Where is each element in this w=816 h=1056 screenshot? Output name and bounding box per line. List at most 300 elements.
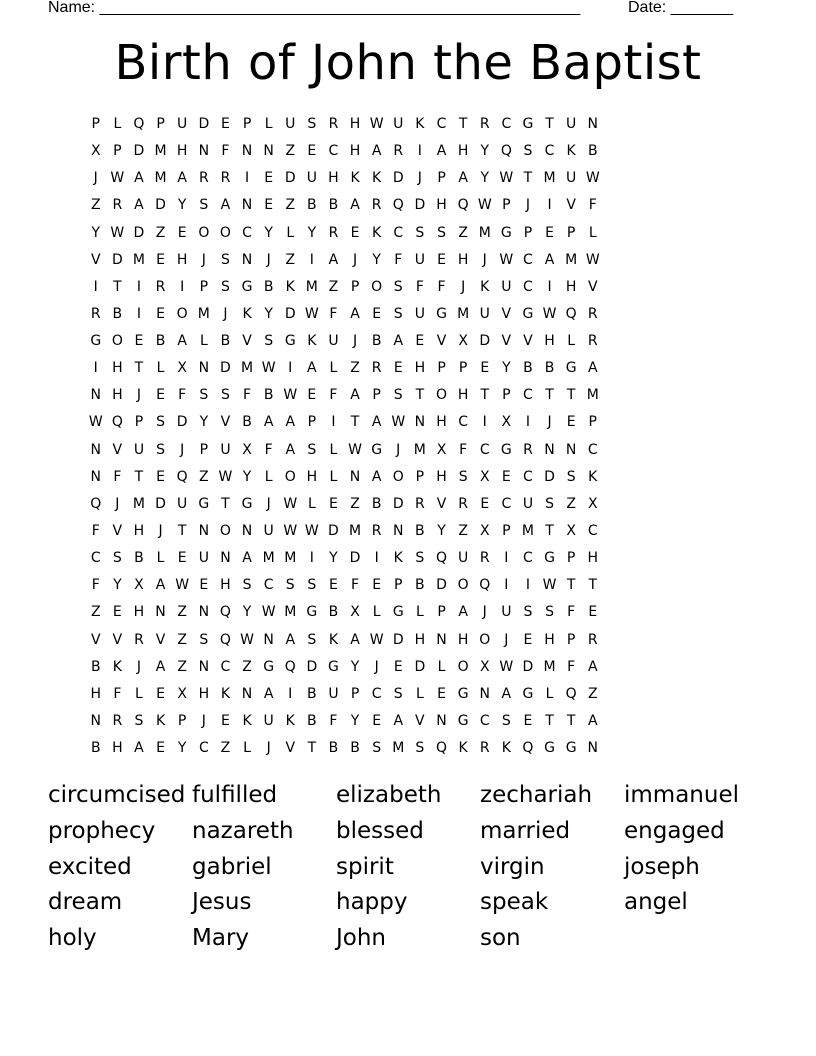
grid-letter: T: [566, 577, 576, 594]
grid-letter: H: [112, 740, 124, 756]
grid-letter: H: [306, 468, 318, 485]
grid-letter: Q: [565, 685, 578, 702]
word-bank-item: John: [336, 925, 387, 951]
grid-letter: Y: [264, 224, 274, 241]
grid-letter: B: [415, 523, 426, 539]
grid-letter: S: [112, 550, 123, 567]
grid-letter: N: [393, 523, 404, 539]
grid-letter: M: [305, 278, 319, 295]
grid-letter: B: [134, 550, 145, 567]
name-field-label: Name: ______________________________________________________: [48, 0, 581, 16]
grid-letter: F: [415, 278, 425, 295]
grid-letter: Y: [264, 305, 274, 322]
grid-letter: J: [223, 305, 228, 322]
grid-letter: N: [198, 143, 210, 160]
grid-letter: Q: [436, 550, 448, 567]
grid-letter: P: [177, 712, 187, 729]
grid-letter: L: [113, 116, 122, 132]
grid-letter: F: [351, 577, 360, 594]
date-field-label: Date: _______: [628, 0, 733, 16]
grid-letter: N: [198, 604, 210, 621]
grid-letter: R: [371, 523, 382, 539]
grid-letter: P: [566, 550, 576, 567]
grid-letter: W: [110, 224, 125, 241]
grid-letter: E: [156, 685, 166, 702]
grid-letter: H: [176, 143, 188, 160]
grid-letter: H: [436, 468, 448, 485]
grid-letter: V: [436, 495, 447, 512]
grid-letter: D: [133, 224, 145, 241]
grid-letter: S: [199, 387, 209, 404]
grid-letter: J: [93, 170, 99, 187]
grid-letter: P: [156, 116, 166, 132]
grid-letter: K: [307, 333, 317, 349]
grid-letter: P: [307, 414, 317, 431]
grid-letter: J: [352, 333, 358, 349]
grid-letter: W: [391, 414, 406, 431]
word-bank-item: dream: [48, 889, 123, 916]
grid-letter: D: [349, 550, 361, 567]
grid-letter: I: [547, 278, 553, 295]
grid-letter: W: [477, 197, 493, 214]
grid-letter: K: [242, 305, 253, 322]
grid-letter: H: [544, 631, 556, 648]
grid-letter: I: [482, 414, 488, 431]
grid-letter: S: [307, 441, 317, 458]
grid-letter: L: [199, 333, 209, 349]
word-bank-item: excited: [48, 853, 132, 880]
grid-letter: X: [90, 143, 102, 160]
grid-letter: T: [523, 170, 533, 187]
word-bank-item: holy: [48, 925, 97, 951]
grid-letter: A: [458, 604, 469, 621]
grid-letter: S: [523, 143, 533, 160]
grid-letter: A: [371, 414, 382, 431]
grid-letter: U: [522, 495, 534, 512]
grid-letter: Q: [111, 414, 124, 431]
grid-letter: O: [219, 523, 232, 539]
grid-letter: K: [588, 468, 598, 485]
grid-letter: F: [329, 387, 338, 404]
grid-letter: Q: [219, 631, 232, 648]
grid-letter: E: [393, 360, 404, 377]
grid-letter: W: [240, 631, 255, 648]
grid-letter: O: [457, 577, 470, 594]
grid-letter: G: [522, 116, 534, 132]
grid-letter: Z: [220, 740, 231, 756]
grid-letter: H: [133, 523, 145, 539]
grid-letter: L: [286, 224, 295, 241]
grid-letter: B: [371, 333, 382, 349]
grid-letter: E: [156, 468, 166, 485]
grid-letter: K: [112, 658, 123, 675]
grid-letter: B: [328, 604, 339, 621]
grid-letter: E: [393, 658, 404, 675]
grid-letter: C: [479, 712, 491, 729]
grid-letter: P: [415, 468, 425, 485]
grid-letter: W: [585, 170, 601, 187]
grid-letter: A: [371, 468, 382, 485]
grid-letter: N: [587, 740, 599, 756]
grid-letter: X: [501, 414, 512, 431]
grid-letter: I: [288, 360, 293, 377]
grid-letter: R: [220, 170, 231, 187]
grid-letter: S: [393, 685, 404, 702]
grid-letter: J: [417, 170, 423, 187]
grid-letter: A: [350, 197, 361, 214]
grid-letter: B: [544, 360, 555, 377]
grid-letter: E: [156, 251, 166, 268]
grid-letter: B: [90, 658, 102, 675]
grid-letter: B: [371, 495, 382, 512]
grid-letter: N: [90, 468, 102, 485]
grid-letter: L: [307, 495, 317, 512]
grid-letter: C: [479, 441, 491, 458]
grid-letter: D: [479, 333, 491, 349]
grid-letter: C: [523, 387, 534, 404]
grid-letter: A: [350, 631, 361, 648]
grid-letter: H: [198, 685, 210, 702]
grid-letter: O: [219, 224, 232, 241]
grid-letter: T: [545, 387, 555, 404]
grid-letter: E: [329, 577, 339, 594]
grid-letter: P: [566, 224, 576, 241]
grid-letter: E: [415, 333, 425, 349]
grid-letter: L: [415, 604, 425, 621]
grid-letter: Q: [500, 143, 513, 160]
grid-letter: A: [350, 387, 361, 404]
grid-letter: F: [329, 712, 338, 729]
grid-letter: A: [393, 712, 404, 729]
grid-letter: X: [134, 577, 145, 594]
grid-letter: Z: [242, 658, 253, 675]
grid-letter: L: [437, 658, 446, 675]
grid-letter: M: [521, 523, 535, 539]
grid-letter: E: [307, 387, 317, 404]
grid-letter: E: [372, 577, 382, 594]
grid-letter: E: [437, 685, 447, 702]
grid-letter: Z: [285, 143, 296, 160]
grid-letter: A: [155, 577, 166, 594]
grid-letter: Z: [90, 197, 102, 214]
grid-letter: R: [198, 170, 210, 187]
grid-letter: X: [436, 441, 447, 458]
grid-letter: E: [523, 631, 533, 648]
grid-letter: M: [197, 305, 211, 322]
word-bank-item: speak: [480, 889, 549, 916]
grid-letter: M: [284, 550, 297, 567]
grid-letter: E: [264, 170, 274, 187]
grid-letter: N: [241, 685, 253, 702]
grid-letter: U: [479, 305, 491, 322]
grid-letter: R: [371, 360, 382, 377]
grid-letter: L: [372, 604, 382, 621]
grid-letter: I: [525, 577, 531, 594]
grid-letter: J: [352, 251, 358, 268]
grid-letter: A: [285, 631, 296, 648]
grid-letter: J: [266, 495, 272, 512]
grid-letter: H: [457, 143, 469, 160]
grid-letter: E: [112, 604, 123, 621]
grid-letter: F: [459, 441, 468, 458]
grid-letter: C: [436, 116, 447, 132]
grid-letter: R: [371, 197, 382, 214]
grid-letter: K: [415, 116, 425, 132]
grid-letter: S: [156, 414, 166, 431]
grid-letter: I: [288, 685, 293, 702]
grid-letter: M: [586, 387, 600, 404]
grid-letter: J: [374, 658, 380, 675]
word-bank-item: joseph: [624, 853, 700, 880]
grid-letter: T: [177, 523, 187, 539]
grid-letter: Z: [177, 658, 188, 675]
grid-letter: W: [304, 305, 320, 322]
grid-letter: Z: [177, 604, 188, 621]
grid-letter: T: [545, 116, 555, 132]
grid-letter: I: [374, 550, 380, 567]
grid-letter: B: [328, 197, 339, 214]
grid-letter: D: [284, 170, 297, 187]
grid-letter: S: [393, 278, 404, 295]
grid-letter: B: [307, 685, 318, 702]
grid-letter: Q: [90, 495, 102, 512]
grid-letter: Z: [350, 360, 361, 377]
grid-letter: I: [244, 170, 250, 187]
grid-letter: E: [264, 197, 274, 214]
grid-letter: J: [396, 441, 401, 458]
grid-letter: X: [458, 333, 469, 349]
grid-letter: A: [587, 658, 599, 675]
grid-letter: E: [221, 116, 231, 132]
grid-letter: D: [392, 631, 405, 648]
grid-letter: J: [525, 197, 531, 214]
grid-letter: K: [328, 631, 339, 648]
grid-letter: F: [221, 143, 230, 160]
grid-letter: G: [436, 305, 448, 322]
grid-letter: E: [156, 305, 166, 322]
grid-letter: H: [176, 251, 188, 268]
grid-letter: R: [479, 740, 491, 756]
grid-letter: T: [134, 360, 144, 377]
grid-letter: U: [458, 550, 469, 567]
grid-letter: N: [241, 143, 253, 160]
grid-letter: G: [500, 441, 513, 458]
grid-letter: Z: [199, 468, 210, 485]
grid-letter: Z: [566, 495, 577, 512]
grid-letter: T: [545, 712, 555, 729]
grid-letter: T: [588, 577, 598, 594]
grid-letter: W: [585, 251, 601, 268]
grid-letter: X: [177, 685, 188, 702]
grid-letter: P: [199, 441, 209, 458]
grid-letter: K: [480, 278, 490, 295]
grid-letter: Y: [177, 197, 187, 214]
grid-letter: H: [349, 116, 361, 132]
grid-letter: K: [458, 740, 469, 756]
grid-letter: C: [587, 523, 599, 539]
grid-letter: G: [90, 333, 102, 349]
grid-letter: Q: [522, 740, 534, 756]
grid-letter: E: [566, 414, 577, 431]
grid-letter: A: [177, 170, 188, 187]
grid-letter: N: [414, 414, 426, 431]
grid-letter: M: [565, 251, 578, 268]
grid-letter: Y: [113, 577, 123, 594]
grid-letter: I: [331, 414, 336, 431]
grid-letter: P: [437, 604, 447, 621]
grid-letter: M: [349, 523, 362, 539]
grid-letter: S: [307, 631, 317, 648]
grid-letter: M: [478, 224, 492, 241]
grid-letter: G: [198, 495, 210, 512]
grid-letter: U: [328, 333, 340, 349]
grid-letter: R: [587, 305, 599, 322]
grid-letter: T: [545, 523, 555, 539]
grid-letter: M: [132, 251, 146, 268]
grid-letter: A: [458, 170, 469, 187]
grid-letter: A: [371, 143, 382, 160]
grid-letter: W: [283, 495, 298, 512]
grid-letter: A: [155, 658, 166, 675]
grid-letter: A: [307, 360, 318, 377]
grid-letter: C: [501, 116, 512, 132]
grid-letter: V: [242, 333, 253, 349]
grid-letter: W: [261, 360, 277, 377]
grid-letter: P: [502, 523, 512, 539]
grid-letter: J: [504, 631, 509, 648]
grid-letter: P: [372, 387, 382, 404]
grid-letter: W: [499, 170, 514, 187]
grid-letter: L: [264, 468, 274, 485]
grid-letter: J: [266, 740, 272, 756]
grid-letter: L: [156, 360, 165, 377]
grid-letter: E: [177, 550, 188, 567]
grid-letter: W: [218, 468, 233, 485]
grid-letter: Y: [480, 143, 490, 160]
grid-letter: W: [348, 441, 363, 458]
grid-letter: R: [458, 495, 469, 512]
grid-letter: A: [242, 550, 253, 567]
grid-letter: U: [198, 550, 210, 567]
grid-letter: C: [523, 278, 534, 295]
grid-letter: A: [587, 712, 599, 729]
word-bank-item: gabriel: [192, 853, 272, 880]
grid-letter: S: [437, 224, 447, 241]
grid-letter: O: [371, 278, 383, 295]
grid-letter: M: [154, 170, 168, 187]
word-bank-item: immanuel: [624, 782, 739, 808]
grid-letter: C: [523, 550, 534, 567]
grid-letter: A: [436, 143, 447, 160]
grid-letter: E: [588, 604, 598, 621]
word-bank-item: circumcised: [48, 782, 186, 808]
grid-letter: R: [112, 712, 123, 729]
grid-letter: C: [328, 143, 339, 160]
grid-letter: E: [523, 712, 533, 729]
grid-letter: F: [567, 604, 576, 621]
word-bank-item: son: [480, 925, 521, 951]
grid-letter: T: [307, 740, 317, 756]
grid-letter: Q: [176, 468, 189, 485]
grid-letter: U: [177, 116, 188, 132]
grid-letter: M: [154, 143, 168, 160]
grid-letter: I: [547, 197, 553, 214]
grid-letter: X: [479, 468, 491, 485]
grid-letter: Y: [329, 550, 339, 567]
grid-letter: A: [285, 441, 296, 458]
grid-letter: X: [587, 495, 599, 512]
grid-letter: S: [545, 495, 555, 512]
grid-letter: E: [545, 224, 555, 241]
grid-letter: S: [220, 278, 231, 295]
grid-letter: S: [566, 468, 577, 485]
grid-letter: I: [309, 550, 315, 567]
grid-letter: Q: [284, 658, 297, 675]
grid-letter: R: [328, 224, 339, 241]
grid-letter: I: [180, 278, 185, 295]
grid-letter: F: [113, 468, 122, 485]
grid-letter: Y: [242, 468, 252, 485]
word-bank-item: Jesus: [192, 889, 252, 916]
grid-letter: Z: [458, 224, 469, 241]
grid-letter: P: [199, 278, 209, 295]
grid-letter: A: [285, 414, 296, 431]
grid-letter: W: [499, 658, 514, 675]
grid-letter: A: [544, 251, 555, 268]
grid-letter: A: [134, 197, 145, 214]
grid-letter: E: [156, 740, 166, 756]
grid-letter: I: [525, 414, 531, 431]
grid-letter: V: [90, 631, 102, 648]
grid-letter: Q: [457, 197, 470, 214]
grid-letter: D: [198, 116, 210, 132]
grid-letter: Z: [587, 685, 599, 702]
grid-letter: S: [156, 441, 166, 458]
grid-letter: K: [501, 740, 512, 756]
grid-letter: G: [522, 685, 534, 702]
grid-letter: L: [329, 468, 338, 485]
grid-letter: X: [479, 658, 491, 675]
grid-letter: H: [133, 604, 145, 621]
grid-letter: H: [457, 251, 469, 268]
grid-letter: S: [415, 550, 425, 567]
grid-letter: W: [542, 577, 557, 594]
grid-letter: S: [372, 740, 382, 756]
grid-letter: G: [241, 278, 253, 295]
grid-letter: E: [329, 495, 339, 512]
grid-letter: D: [155, 197, 167, 214]
grid-letter: I: [93, 360, 99, 377]
grid-letter: V: [415, 712, 426, 729]
grid-letter: R: [155, 278, 166, 295]
grid-letter: G: [457, 685, 470, 702]
grid-letter: L: [545, 685, 554, 702]
grid-letter: Y: [199, 414, 209, 431]
grid-letter: B: [415, 577, 426, 594]
grid-letter: M: [262, 550, 276, 567]
grid-letter: S: [501, 712, 512, 729]
grid-letter: E: [501, 468, 512, 485]
grid-letter: K: [285, 712, 296, 729]
grid-letter: S: [307, 116, 317, 132]
grid-letter: Z: [328, 278, 339, 295]
grid-letter: L: [329, 441, 338, 458]
grid-letter: G: [328, 658, 340, 675]
grid-letter: E: [372, 305, 382, 322]
grid-letter: T: [566, 712, 576, 729]
grid-letter: A: [134, 170, 145, 187]
grid-letter: P: [523, 224, 533, 241]
